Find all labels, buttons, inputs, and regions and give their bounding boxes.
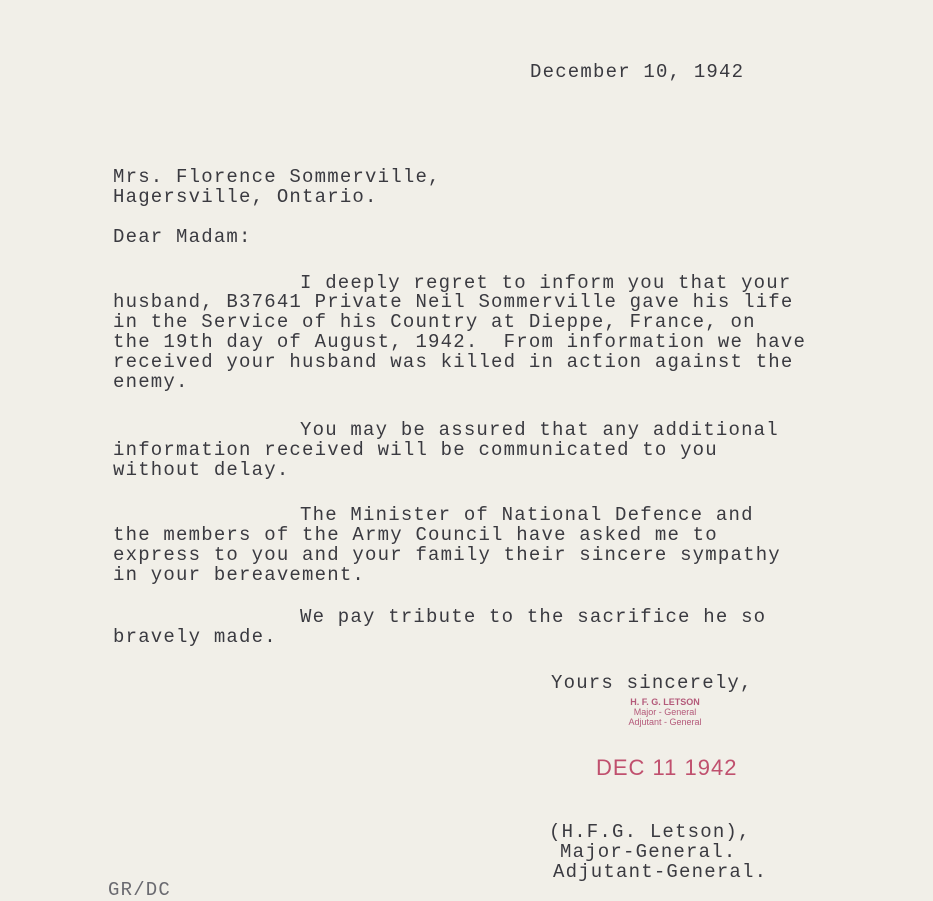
paragraph-line: husband, B37641 Private Neil Sommerville gave his life [113, 291, 794, 313]
paragraph-line: I deeply regret to inform you that your [300, 272, 792, 294]
stamp-name: H. F. G. LETSON [630, 697, 700, 707]
stamp-title: Adjutant - General [628, 717, 702, 727]
paragraph-line: enemy. [113, 371, 189, 393]
letter-date: December 10, 1942 [530, 61, 745, 83]
salutation: Dear Madam: [113, 226, 252, 248]
signature-title: Adjutant-General. [553, 861, 768, 883]
paragraph-line: the members of the Army Council have asked me to [113, 524, 718, 546]
reference-initials: GR/DC [108, 879, 172, 901]
paragraph-line: We pay tribute to the sacrifice he so [300, 606, 767, 628]
paragraph-line: information received will be communicated to you [113, 439, 718, 461]
paragraph-line: You may be assured that any additional [300, 419, 779, 441]
paragraph-line: bravely made. [113, 626, 277, 648]
closing: Yours sincerely, [551, 672, 753, 694]
signature-name: (H.F.G. Letson), [549, 821, 751, 843]
recipient-address: Hagersville, Ontario. [113, 186, 378, 208]
paragraph-line: in the Service of his Country at Dieppe, France, on [113, 311, 756, 333]
paragraph-line: express to you and your family their sincere sympathy [113, 544, 781, 566]
paragraph-line: received your husband was killed in action against the [113, 351, 794, 373]
paragraph-line: The Minister of National Defence and [300, 504, 754, 526]
signature-stamp [600, 697, 730, 727]
paragraph-line: the 19th day of August, 1942. From information we have [113, 331, 807, 353]
signature-rank: Major-General. [560, 841, 737, 863]
paragraph-line: without delay. [113, 459, 290, 481]
paragraph-line: in your bereavement. [113, 564, 366, 586]
stamp-rank: Major - General [633, 707, 697, 717]
recipient-name: Mrs. Florence Sommerville, [113, 166, 441, 188]
received-date-stamp: DEC 11 1942 [596, 755, 738, 780]
